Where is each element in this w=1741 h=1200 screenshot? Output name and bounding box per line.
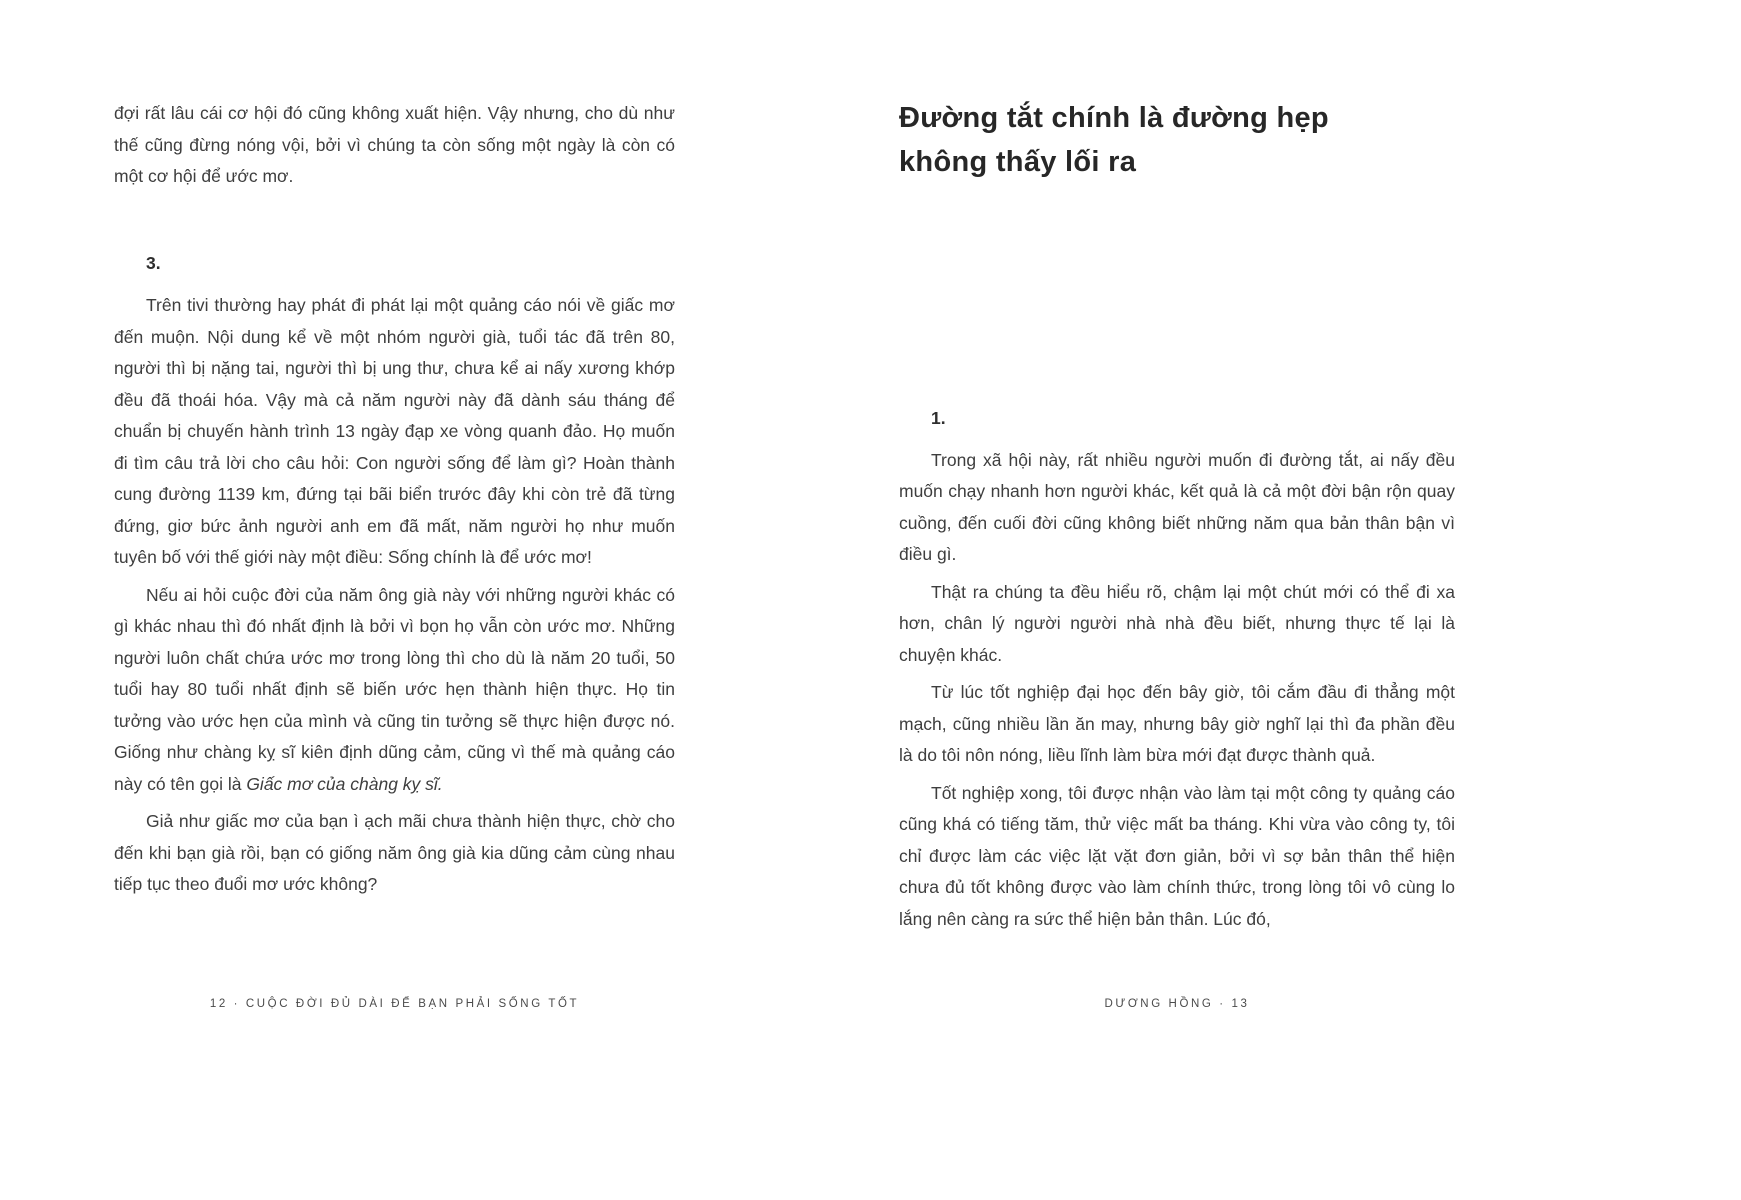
- paragraph-dreamers: [114, 580, 675, 801]
- section-number: 3.: [146, 252, 161, 273]
- paragraph-question: Giả như giấc mơ của bạn ì ạch mãi chưa thành hiện thực, chờ cho đến khi bạn già rồi, bạn có giống năm ông già kia dũng cảm cùng nhau tiếp tục theo đuổi mơ ước không?: [114, 811, 675, 894]
- paragraph-graduation: Từ lúc tốt nghiệp đại học đến bây giờ, tôi cắm đầu đi thẳng một mạch, cũng nhiều lần ăn may, nhưng bây giờ nghĩ lại thì đa phần đều là do tôi nôn nóng, liều lĩnh làm bừa mới đạt được thành quả.: [899, 682, 1455, 765]
- section-number: 1.: [931, 408, 946, 428]
- chapter-title-line2: không thấy lối ra: [899, 146, 1137, 178]
- paragraph-dreamers-text: Nếu ai hỏi cuộc đời của năm ông già này với những người khác có gì khác nhau thì đó nhất định là bởi vì bọn họ vẫn còn ước mơ. Những người luôn chất chứa ước mơ trong lòng thì cho dù là năm 20 tuổi, 50 tuổi hay 80 tuổi nhất định sẽ biến ước hẹn thành hiện thực. Họ tin tưởng vào ước hẹn của mình và cũng tin tưởng sẽ thực hiện được nó. Giống như chàng kỵ sĩ kiên định dũng cảm, cũng vì thế mà quảng cáo này có tên gọi là: [114, 584, 675, 794]
- paragraph-tv-ad: Trên tivi thường hay phát đi phát lại một quảng cáo nói về giấc mơ đến muộn. Nội dung kể về một nhóm người già, tuổi tác đã trên 80, người thì bị nặng tai, người thì bị ung thư, chưa kể ai nấy xương khớp đều đã thoái hóa. Vậy mà cả năm người này đã dành sáu tháng để chuẩn bị chuyến hành trình 13 ngày đạp xe vòng quanh đảo. Họ muốn đi tìm câu trả lời cho câu hỏi: Con người sống để làm gì? Hoàn thành cung đường 1139 km, đứng tại bãi biển trước đây khi còn trẻ đã từng đứng, giơ bức ảnh người anh em đã mất, năm người họ như muốn tuyên bố với thế giới này một điều: Sống chính là để ước mơ!: [114, 295, 675, 567]
- ad-title-italic: Giấc mơ của chàng kỵ sĩ.: [246, 773, 443, 794]
- right-page: [899, 96, 1455, 941]
- left-page: [114, 98, 675, 907]
- paragraph-slow-down: Thật ra chúng ta đều hiểu rõ, chậm lại một chút mới có thể đi xa hơn, chân lý người người nhà nhà đều biết, nhưng thực tế lại là chuyện khác.: [899, 581, 1455, 665]
- paragraph-continuation: đợi rất lâu cái cơ hội đó cũng không xuất hiện. Vậy nhưng, cho dù như thế cũng đừng nóng vội, bởi vì chúng ta còn sống một ngày là còn có một cơ hội để ước mơ.: [114, 103, 675, 186]
- chapter-title: [899, 96, 1455, 184]
- chapter-title-line1: Đường tắt chính là đường hẹp: [899, 102, 1329, 134]
- left-page-footer: 12 · CUỘC ĐỜI ĐỦ DÀI ĐỂ BẠN PHẢI SỐNG TỐT: [209, 998, 580, 1010]
- right-page-footer: DƯƠNG HỒNG · 13: [1104, 998, 1250, 1010]
- paragraph-shortcut: Trong xã hội này, rất nhiều người muốn đi đường tắt, ai nấy đều muốn chạy nhanh hơn người khác, kết quả là cả một đời bận rộn quay cuồng, đến cuối đời cũng không biết những năm qua bản thân bận vì điều gì.: [899, 449, 1455, 564]
- paragraph-first-job: Tốt nghiệp xong, tôi được nhận vào làm tại một công ty quảng cáo cũng khá có tiếng tăm, thử việc mất ba tháng. Khi vừa vào công ty, tôi chỉ được làm các việc lặt vặt đơn giản, bởi vì sợ bản thân thể hiện chưa đủ tốt không được vào làm chính thức, trong lòng tôi vô cùng lo lắng nên càng ra sức thể hiện bản thân. Lúc đó,: [899, 782, 1455, 929]
